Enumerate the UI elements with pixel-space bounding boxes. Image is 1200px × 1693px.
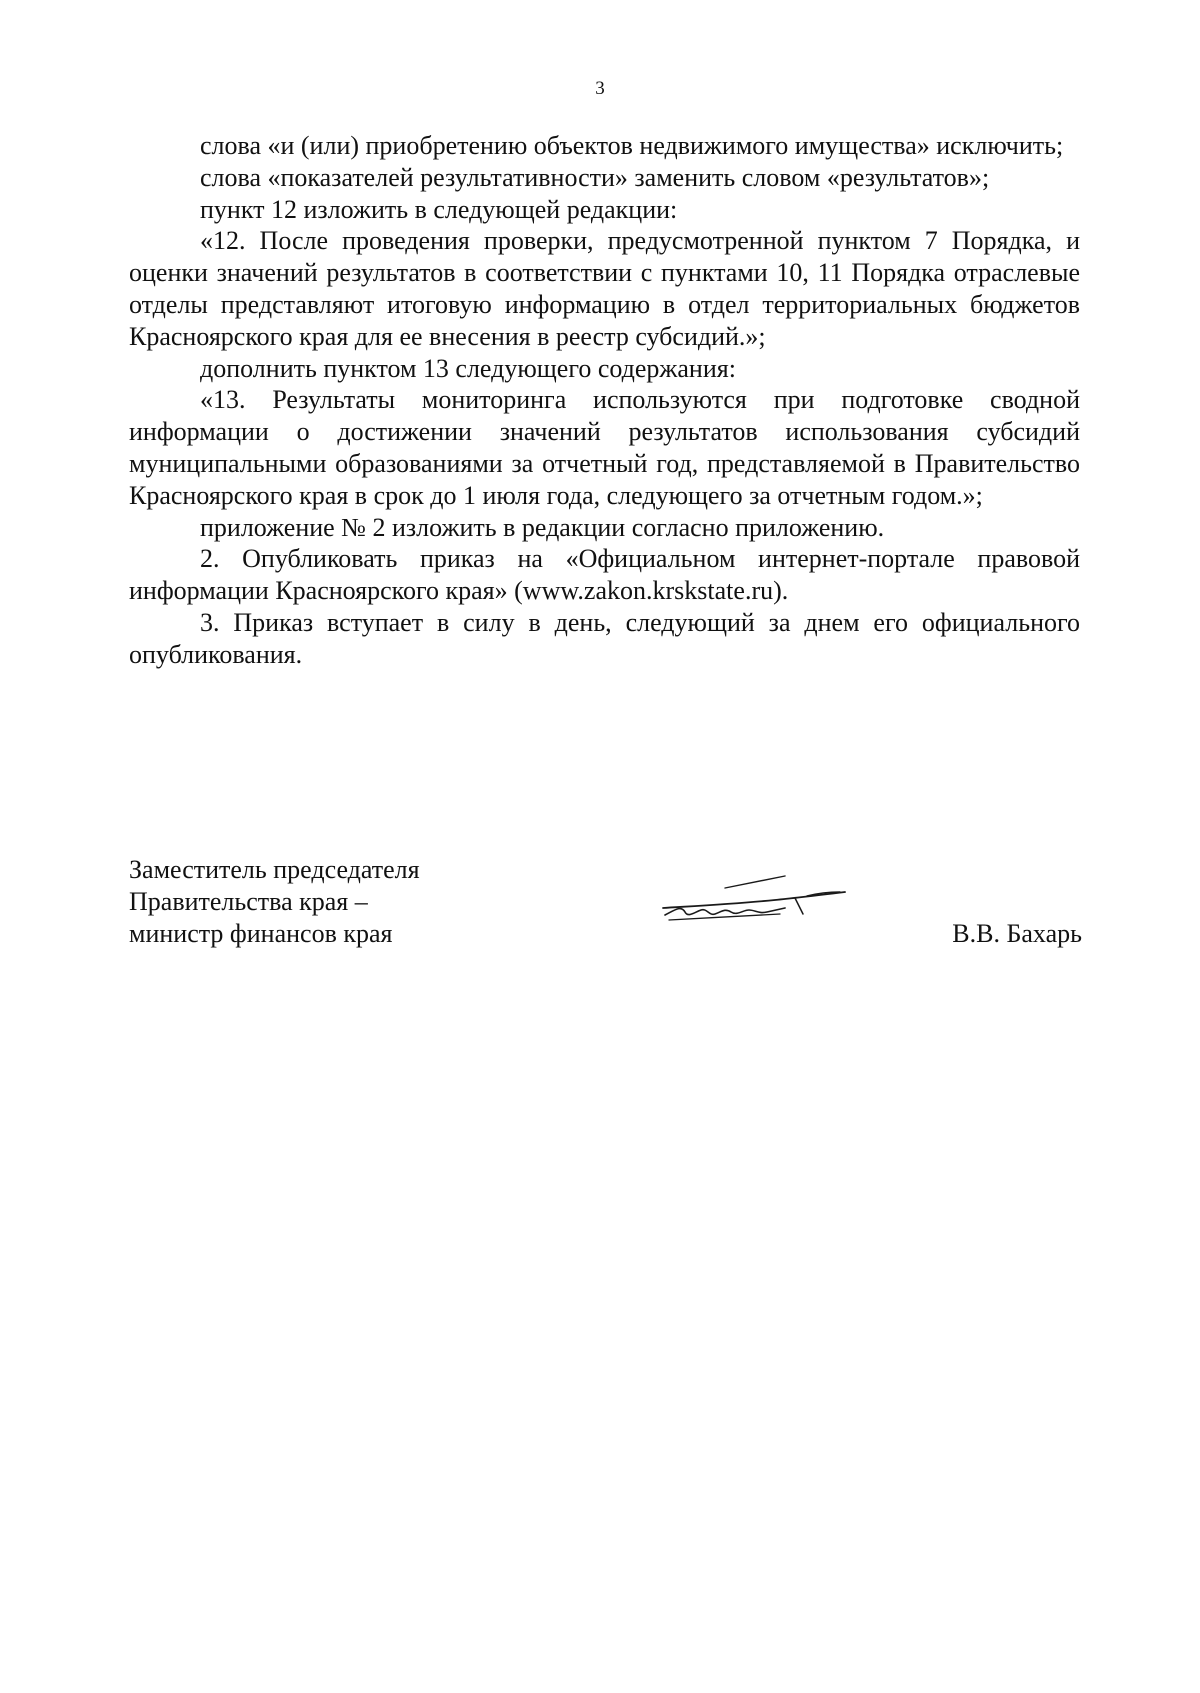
paragraph-1: слова «и (или) приобретению объектов недвижимого имущества» исключить; <box>200 131 1064 160</box>
signatory-position-line-3: министр финансов края <box>129 918 393 948</box>
handwritten-signature <box>655 870 855 930</box>
paragraph-5: дополнить пунктом 13 следующего содержания: <box>200 353 736 383</box>
signatory-position-line-2: Правительства края – <box>129 886 368 916</box>
paragraph-6: «13. Результаты мониторинга используются при подготовке сводной информации о достижении значений результатов использования субсидий муниципальными образованиями за отчетный год, представляемой в Правительство Красноярского края в срок до 1 июля года, следующего за отчетным годом.»; <box>129 385 1080 510</box>
paragraph-8: 2. Опубликовать приказ на «Официальном интернет-портале правовой информации Красноярского края» (www.zakon.krskstate.ru). <box>129 544 1080 606</box>
signatory-position-line-1: Заместитель председателя <box>129 855 420 884</box>
page-number: 3 <box>595 78 605 99</box>
paragraph-2: слова «показателей результативности» заменить словом «результатов»; <box>200 162 990 192</box>
paragraph-7: приложение № 2 изложить в редакции согласно приложению. <box>200 512 885 542</box>
paragraph-9: 3. Приказ вступает в силу в день, следующий за днем его официального опубликования. <box>129 607 1080 669</box>
document-body <box>129 130 1080 671</box>
paragraph-4: «12. После проведения проверки, предусмотренной пунктом 7 Порядка, и оценки значений результатов в соответствии с пунктами 10, 11 Порядка отраслевые отделы представляют итоговую информацию в отдел территориальных бюджетов Красноярского края для ее внесения в реестр субсидий.»; <box>129 226 1080 351</box>
signatory-position <box>129 854 469 949</box>
signatory-name: В.В. Бахарь <box>952 919 1082 948</box>
paragraph-3: пункт 12 изложить в следующей редакции: <box>200 194 678 224</box>
